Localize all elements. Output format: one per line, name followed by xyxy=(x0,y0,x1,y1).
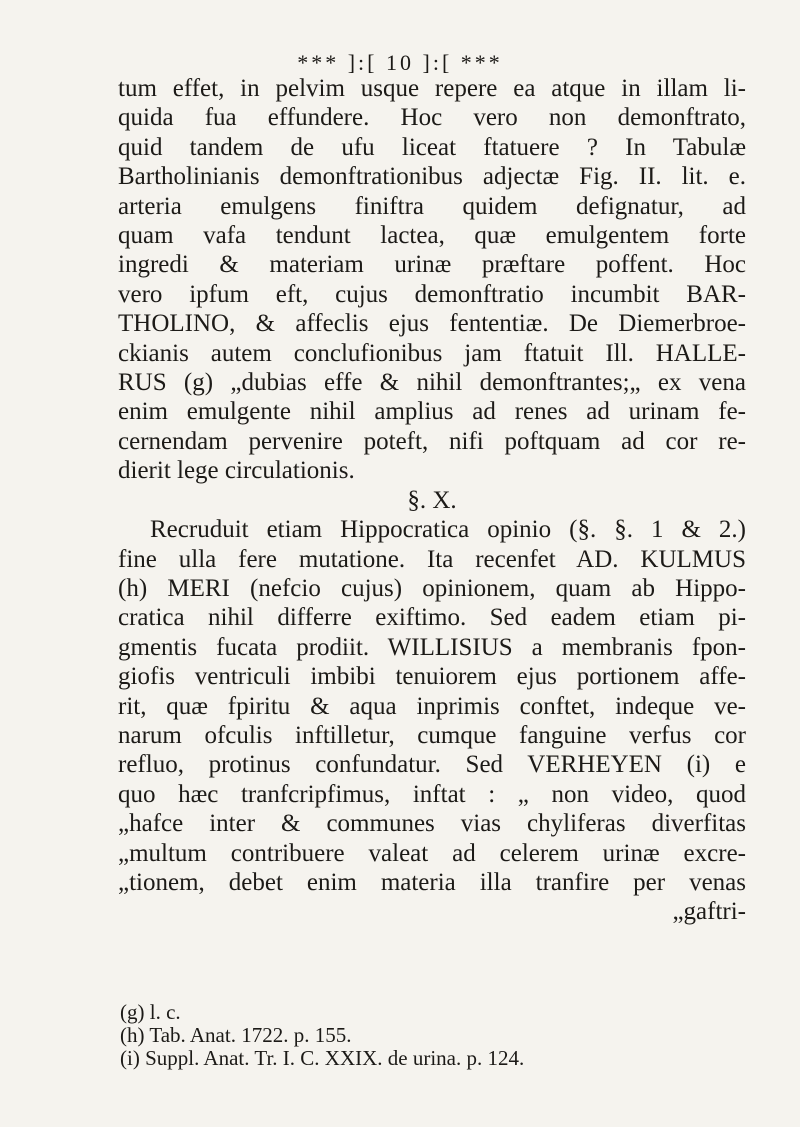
section-heading: §. X. xyxy=(407,486,457,514)
text-line: tum effet, in pelvim usque repere ea atque in illam li- xyxy=(118,75,746,102)
text-line: Recruduit etiam Hippocratica opinio (§. §. 1 & 2.) xyxy=(150,516,746,544)
text-line: THOLINO, & affeclis ejus fententiæ. De Diemerbroe- xyxy=(118,310,746,338)
footnote: (g) l. c. xyxy=(120,1000,181,1024)
text-line: quam vafa tendunt lactea, quæ emulgentem forte xyxy=(118,222,746,250)
text-line: giofis ventriculi imbibi tenuiorem ejus portionem affe- xyxy=(118,663,746,691)
text-line: „hafce inter & communes vias chyliferas diverfitas xyxy=(118,810,746,838)
text-line: fine ulla fere mutatione. Ita recenfet AD. KULMUS xyxy=(118,545,746,573)
text-line: refluo, protinus confundatur. Sed VERHEYEN (i) e xyxy=(118,751,746,779)
footnote: (i) Suppl. Anat. Tr. I. C. XXIX. de urina. p. 124. xyxy=(120,1046,525,1070)
text-line: cratica nihil differre exiftimo. Sed eadem etiam pi- xyxy=(118,604,746,632)
text-line: dierit lege circulationis. xyxy=(118,457,355,485)
main-text xyxy=(118,74,746,927)
text-line: quo hæc tranfcripfimus, inftat : „ non video, quod xyxy=(118,780,746,808)
text-line: RUS (g) „dubias effe & nihil demonftrantes;„ ex vena xyxy=(118,369,746,397)
text-line: Bartholinianis demonftrationibus adjectæ Fig. II. lit. e. xyxy=(118,163,746,191)
footnote: (h) Tab. Anat. 1722. p. 155. xyxy=(120,1023,352,1047)
footnotes xyxy=(120,1001,740,1070)
text-line: „tionem, debet enim materia illa tranfire per venas xyxy=(118,868,746,896)
text-line: enim emulgente nihil amplius ad renes ad urinam fe- xyxy=(118,398,746,426)
text-line: rit, quæ fpiritu & aqua inprimis conftet, indeque ve- xyxy=(118,692,746,720)
text-line: quid tandem de ufu liceat ftatuere ? In Tabulæ xyxy=(118,133,746,161)
text-line: cernendam pervenire poteft, nifi poftquam ad cor re- xyxy=(118,427,746,455)
text-line: vero ipfum eft, cujus demonftratio incumbit BAR- xyxy=(118,280,746,308)
text-line: narum ofculis inftilletur, cumque fanguine verfus cor xyxy=(118,721,746,749)
text-line: ckianis autem conclufionibus jam ftatuit Ill. HALLE- xyxy=(118,339,746,367)
text-line: „multum contribuere valeat ad celerem urinæ excre- xyxy=(118,839,746,867)
catchword: „gaftri- xyxy=(672,898,746,926)
text-line: gmentis fucata prodiit. WILLISIUS a membranis fpon- xyxy=(118,633,746,661)
running-head: *** ]:[ 10 ]:[ *** xyxy=(297,50,503,75)
text-line: (h) MERI (nefcio cujus) opinionem, quam ab Hippo- xyxy=(118,574,746,602)
text-line: ingredi & materiam urinæ præftare poffent. Hoc xyxy=(118,251,746,279)
text-line: quida fua effundere. Hoc vero non demonftrato, xyxy=(118,104,746,132)
text-line: arteria emulgens finiftra quidem defignatur, ad xyxy=(118,192,746,220)
